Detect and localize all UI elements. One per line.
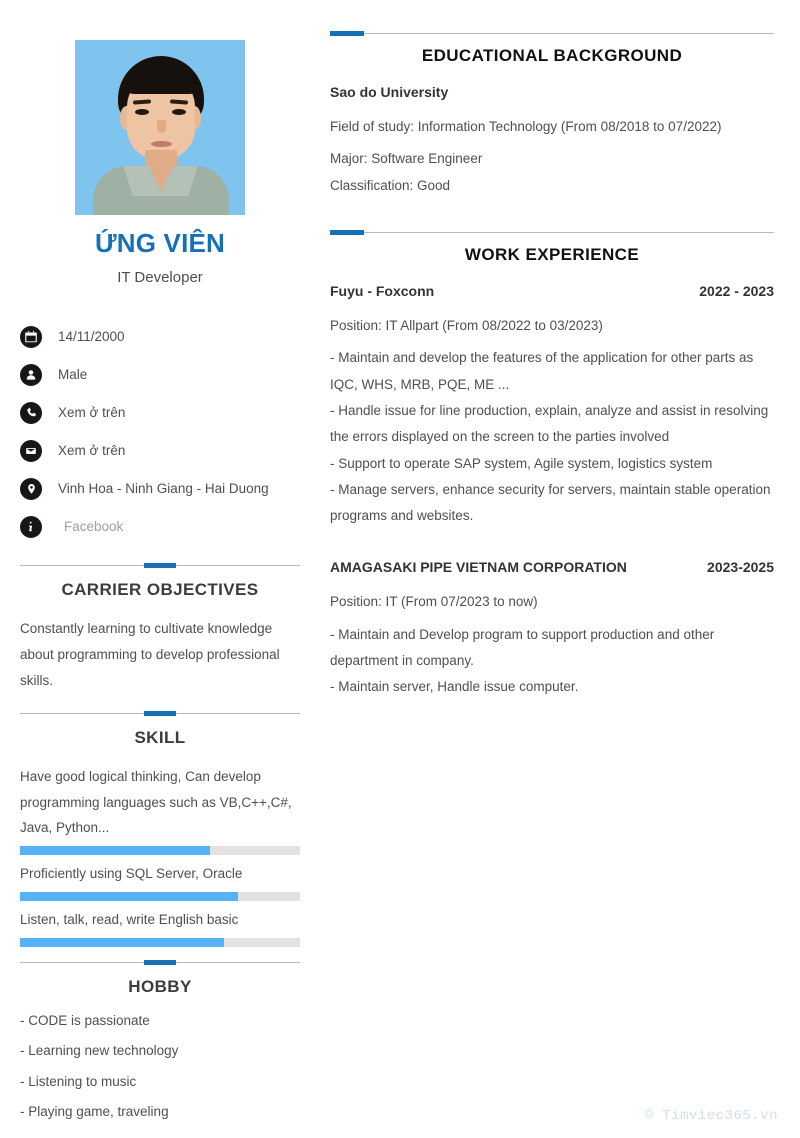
skill-progress-fill: [20, 892, 238, 901]
avatar: [75, 40, 245, 215]
contact-value: 14/11/2000: [58, 328, 125, 344]
person-icon: [20, 364, 42, 386]
contact-item-phone: [20, 402, 300, 424]
education-major: Major: Software Engineer: [330, 151, 483, 167]
footer-watermark: © Timviec365.vn: [644, 1108, 778, 1124]
section-divider: [330, 28, 774, 40]
portrait-nose: [157, 120, 166, 133]
section-divider: [330, 227, 774, 239]
avatar-wrapper: [20, 40, 300, 215]
contact-item-birthday: [20, 326, 300, 348]
list-item: - Playing game, traveling: [20, 1103, 169, 1119]
skill-item: [20, 907, 300, 947]
envelope-icon: [20, 440, 42, 462]
list-item: - Maintain and Develop program to support production and other department in company.: [330, 626, 715, 669]
section-hobby: [20, 957, 300, 1120]
skill-progress-track: [20, 938, 300, 947]
skill-progress-track: [20, 892, 300, 901]
portrait-mouth: [151, 141, 172, 147]
list-item: - Manage servers, enhance security for servers, maintain stable operation programs and websites.: [330, 481, 771, 524]
work-entry-org: Fuyu - Foxconn: [330, 282, 435, 299]
list-item: - Handle issue for line production, explain, analyze and assist in resolving the errors displayed on the screen to the parties involved: [330, 402, 769, 445]
main-content: [320, 0, 800, 1138]
carrier-objectives-body: Constantly learning to cultivate knowledge about programming to develop professional skills.: [20, 620, 280, 688]
work-entry-bullets: [330, 345, 774, 529]
portrait-eye-left: [135, 109, 149, 115]
list-item: - Support to operate SAP system, Agile system, logistics system: [330, 455, 713, 471]
work-entry-date: 2023-2025: [707, 559, 774, 576]
candidate-name: ỨNG VIÊN: [94, 228, 226, 258]
section-work-experience: [330, 227, 774, 701]
list-item: - CODE is passionate: [20, 1013, 150, 1029]
work-entry-position: Position: IT (From 07/2023 to now): [330, 594, 538, 610]
contact-item-email: [20, 440, 300, 462]
contact-value[interactable]: Facebook: [64, 518, 124, 534]
contact-value: Xem ở trên: [58, 404, 126, 420]
contact-item-address: [20, 478, 300, 500]
list-item: - Learning new technology: [20, 1043, 179, 1059]
contact-value: Vinh Hoa - Ninh Giang - Hai Duong: [58, 480, 269, 496]
list-item: - Maintain server, Handle issue computer.: [330, 679, 579, 695]
section-title: EDUCATIONAL BACKGROUND: [421, 46, 683, 65]
skill-item: [20, 861, 300, 901]
calendar-icon: [20, 326, 42, 348]
info-icon: [20, 516, 42, 538]
education-field: Field of study: Information Technology (From 08/2018 to 07/2022): [330, 119, 722, 134]
list-item: - Maintain and develop the features of the application for other parts as IQC, WHS, MRB, PQE, ME ...: [330, 350, 754, 392]
work-entry-position: Position: IT Allpart (From 08/2022 to 03/2023): [330, 317, 603, 333]
work-entry: [330, 559, 774, 700]
location-pin-icon: [20, 478, 42, 500]
section-divider: [20, 957, 300, 969]
work-entry-header: [330, 283, 774, 299]
education-school: Sao do University: [330, 84, 449, 100]
section-education: [330, 28, 774, 199]
portrait-fringe: [124, 66, 198, 94]
contact-item-gender: [20, 364, 300, 386]
section-carrier-objectives: [20, 560, 300, 694]
candidate-role: IT Developer: [117, 268, 203, 286]
hobby-list: [20, 1013, 300, 1120]
skill-progress-track: [20, 846, 300, 855]
section-divider: [20, 708, 300, 720]
section-title: WORK EXPERIENCE: [464, 244, 640, 264]
section-title: CARRIER OBJECTIVES: [61, 579, 259, 599]
contact-value: Male: [58, 366, 88, 382]
skill-label: Listen, talk, read, write English basic: [20, 912, 239, 928]
sidebar: [0, 0, 320, 1138]
work-entry-bullets: [330, 622, 774, 701]
skill-progress-fill: [20, 938, 224, 947]
section-title: SKILL: [134, 727, 186, 747]
phone-icon: [20, 402, 42, 424]
contact-value: Xem ở trên: [58, 442, 126, 458]
section-skill: [20, 708, 300, 948]
education-classification: Classification: Good: [330, 177, 451, 193]
skill-label: Have good logical thinking, Can develop programming languages such as VB,C++,C#, Java, Python...: [20, 768, 292, 836]
work-entry-header: [330, 559, 774, 575]
skill-item: [20, 764, 300, 856]
list-item: - Listening to music: [20, 1073, 137, 1089]
work-entry-org: AMAGASAKI PIPE VIETNAM CORPORATION: [330, 559, 627, 576]
contact-item-facebook[interactable]: [20, 516, 300, 538]
section-divider: [20, 560, 300, 572]
contact-list: [20, 326, 300, 538]
work-entry: [330, 283, 774, 530]
skill-label: Proficiently using SQL Server, Oracle: [20, 866, 243, 882]
skill-progress-fill: [20, 846, 210, 855]
portrait-eye-right: [172, 109, 186, 115]
work-entry-date: 2022 - 2023: [699, 282, 774, 299]
section-title: HOBBY: [128, 977, 192, 997]
